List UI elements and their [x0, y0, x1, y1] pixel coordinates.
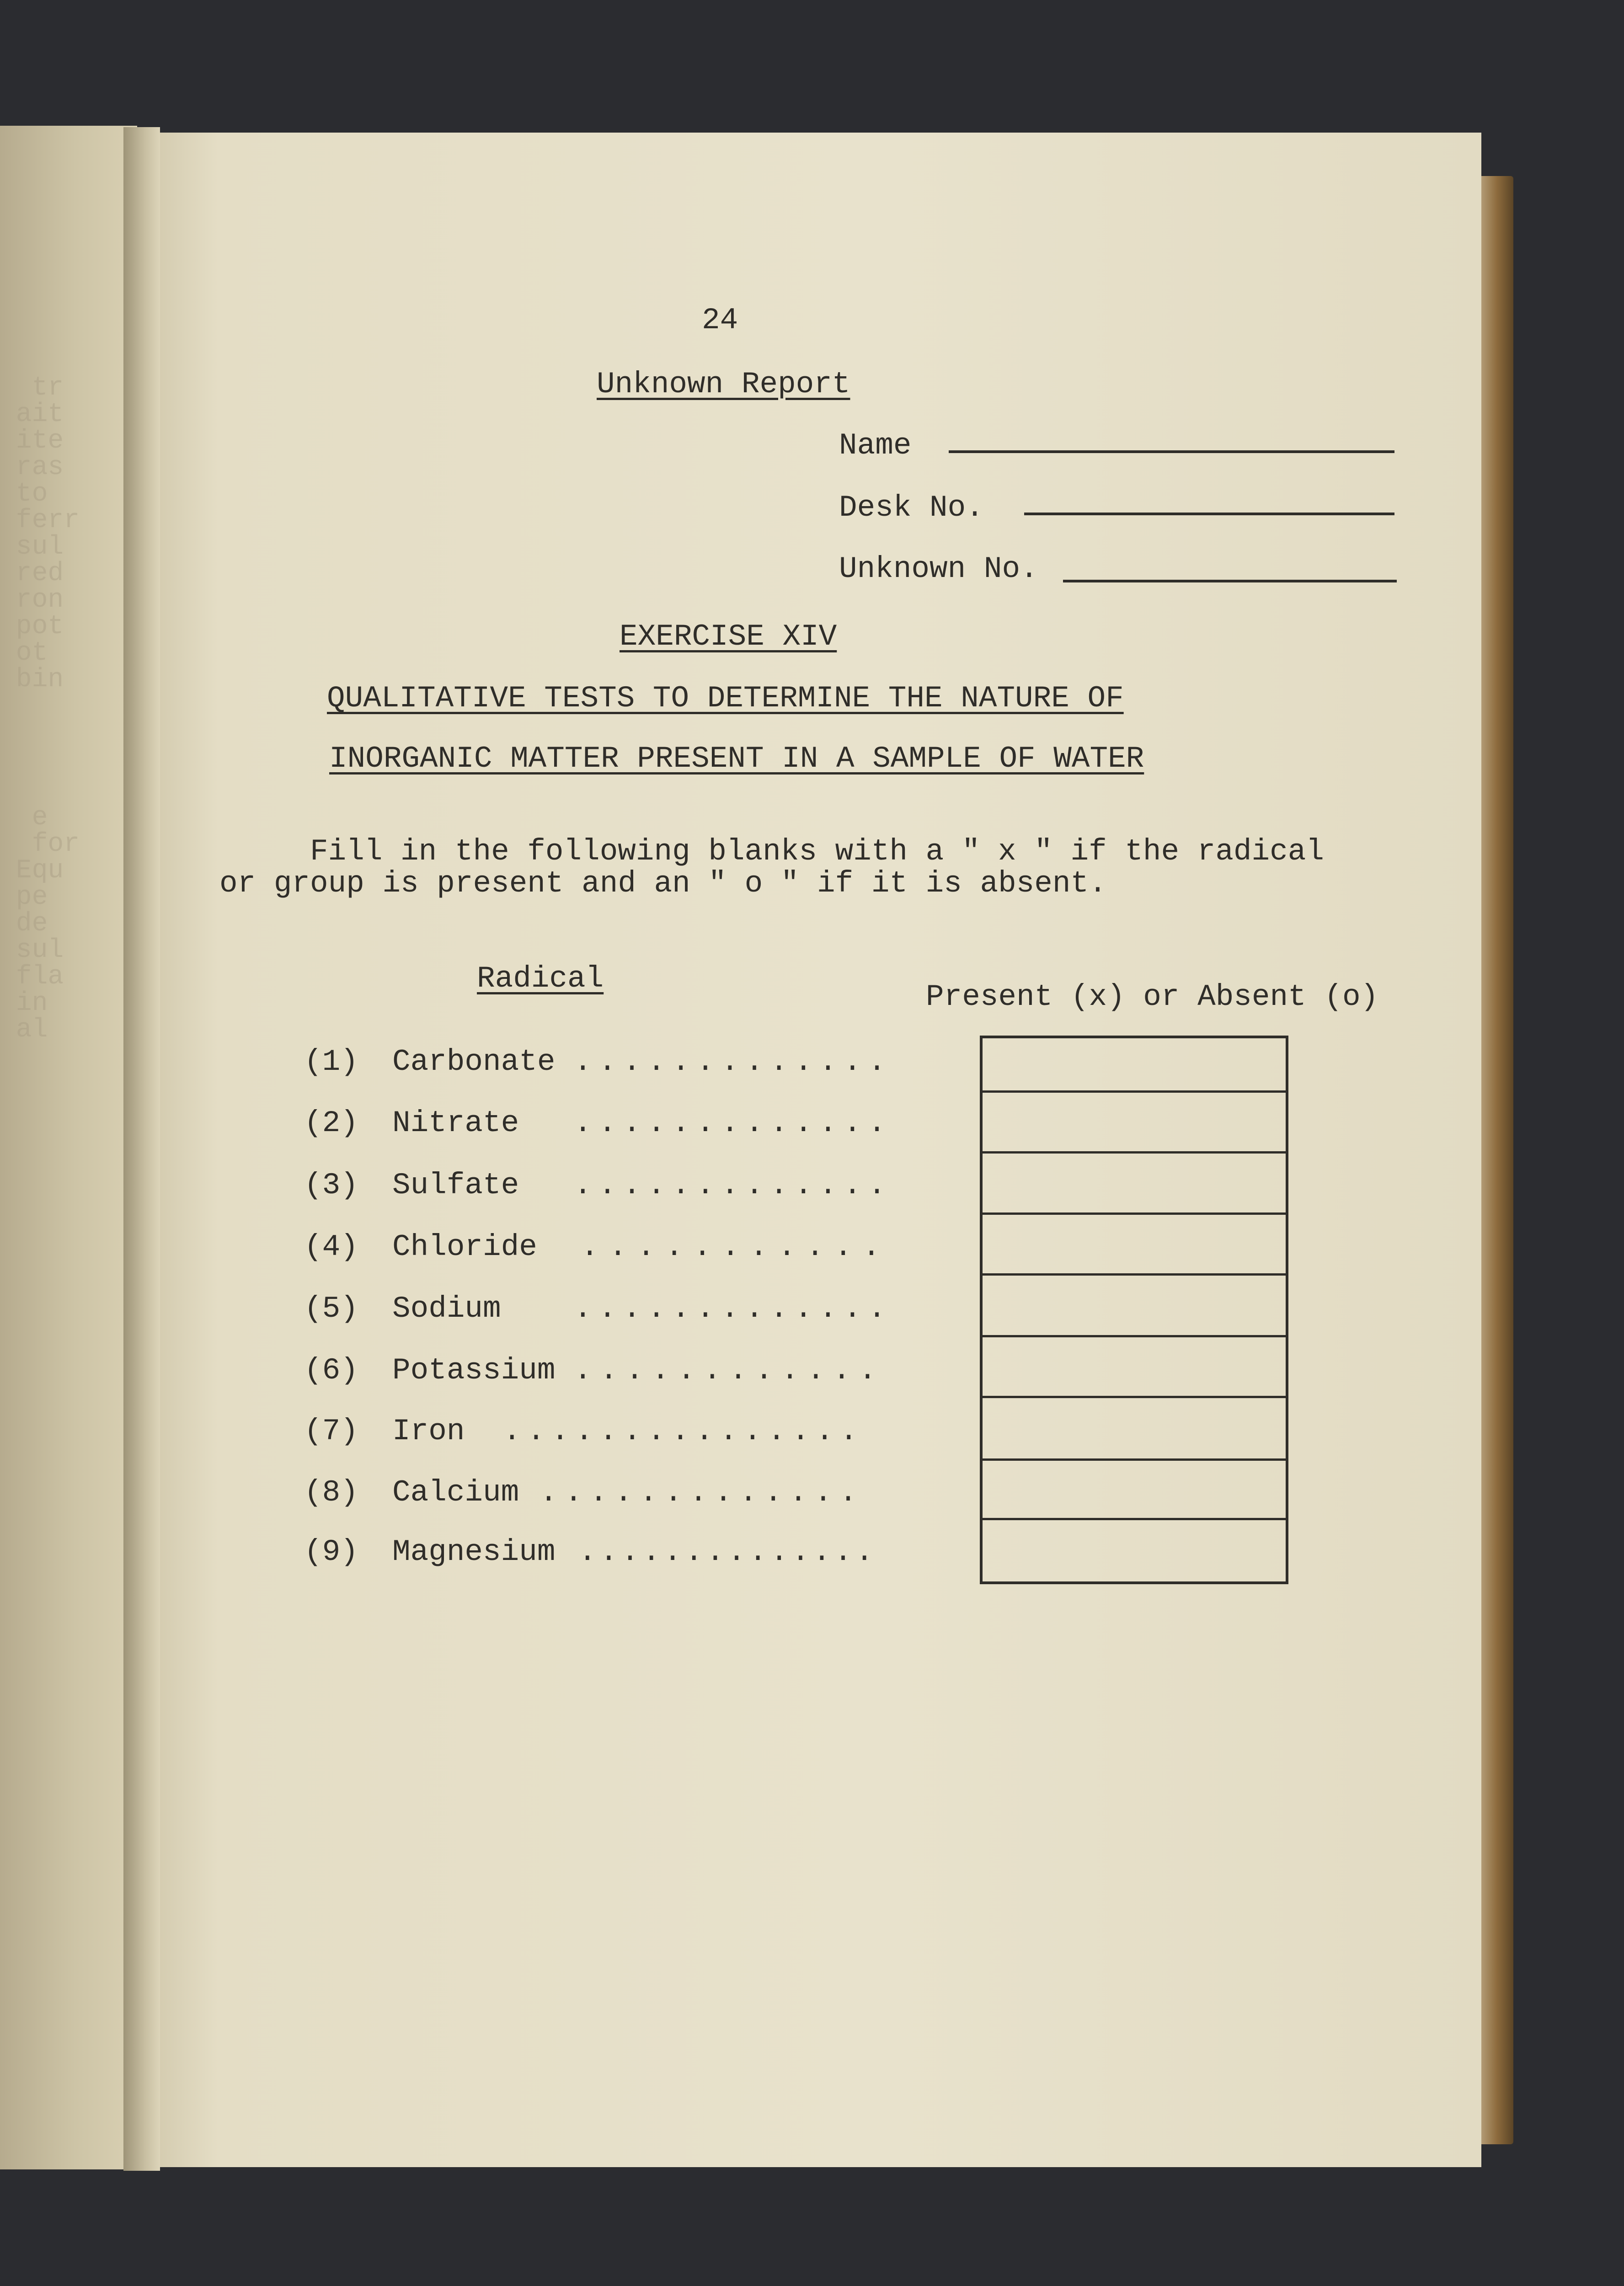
leader-dots: .............: [574, 1168, 892, 1202]
row-number: (3): [304, 1168, 358, 1202]
radical-name: Carbonate: [392, 1045, 556, 1079]
grid-divider: [980, 1151, 1288, 1154]
row-number: (2): [304, 1106, 358, 1140]
desk-no-label: Desk No.: [839, 491, 984, 525]
left-page-show-through: tr ait ite ras to ferr sul red ron pot ot bin: [16, 373, 80, 694]
grid-divider: [980, 1335, 1288, 1337]
desk-no-blank[interactable]: [1024, 513, 1394, 515]
radical-name: Chloride: [392, 1230, 537, 1264]
radical-name: Iron: [392, 1414, 465, 1448]
leader-dots: .............: [540, 1475, 864, 1510]
grid-divider: [980, 1212, 1288, 1215]
leader-dots: ..............: [578, 1535, 877, 1569]
exercise-subtitle-line2: INORGANIC MATTER PRESENT IN A SAMPLE OF WATER: [329, 742, 1144, 776]
radical-name: Sulfate: [392, 1168, 519, 1202]
exercise-subtitle-line1: QUALITATIVE TESTS TO DETERMINE THE NATURE OF: [327, 681, 1124, 716]
radical-column-header: Radical: [477, 961, 604, 996]
report-title: Unknown Report: [597, 367, 850, 401]
name-blank[interactable]: [949, 450, 1394, 453]
row-number: (1): [304, 1045, 358, 1079]
row-number: (9): [304, 1535, 358, 1569]
radical-name: Calcium: [392, 1475, 519, 1510]
radical-name: Potassium: [392, 1353, 556, 1388]
grid-divider: [980, 1458, 1288, 1461]
grid-divider: [980, 1273, 1288, 1276]
leader-dots: .............: [574, 1106, 892, 1140]
page-number: 24: [702, 303, 738, 337]
row-number: (4): [304, 1230, 358, 1264]
leader-dots: ...........: [581, 1230, 891, 1264]
page-stack-edge: [1477, 176, 1513, 2144]
row-number: (7): [304, 1414, 358, 1448]
instructions-line2: or group is present and an " o " if it is absent.: [219, 866, 1107, 901]
instructions-line1: Fill in the following blanks with a " x " if the radical: [310, 834, 1324, 869]
name-label: Name: [839, 428, 912, 463]
grid-divider: [980, 1396, 1288, 1398]
leader-dots: ............: [574, 1353, 885, 1388]
row-number: (6): [304, 1353, 358, 1388]
answer-grid: [980, 1036, 1288, 1584]
radical-name: Nitrate: [392, 1106, 519, 1140]
row-number: (8): [304, 1475, 358, 1510]
left-page-show-through-2: e for Equ pe de sul fla in al: [16, 803, 80, 1045]
unknown-no-blank[interactable]: [1063, 580, 1397, 582]
status-column-header: Present (x) or Absent (o): [926, 980, 1379, 1014]
unknown-no-label: Unknown No.: [839, 552, 1038, 586]
radical-name: Sodium: [392, 1292, 501, 1326]
exercise-title: EXERCISE XIV: [620, 620, 837, 654]
book-gutter: [123, 127, 160, 2171]
radical-name: Magnesium: [392, 1535, 556, 1569]
leader-dots: .............: [574, 1292, 892, 1326]
grid-divider: [980, 1518, 1288, 1520]
leader-dots: ...............: [503, 1414, 864, 1448]
leader-dots: .............: [574, 1045, 892, 1079]
grid-divider: [980, 1090, 1288, 1093]
row-number: (5): [304, 1292, 358, 1326]
